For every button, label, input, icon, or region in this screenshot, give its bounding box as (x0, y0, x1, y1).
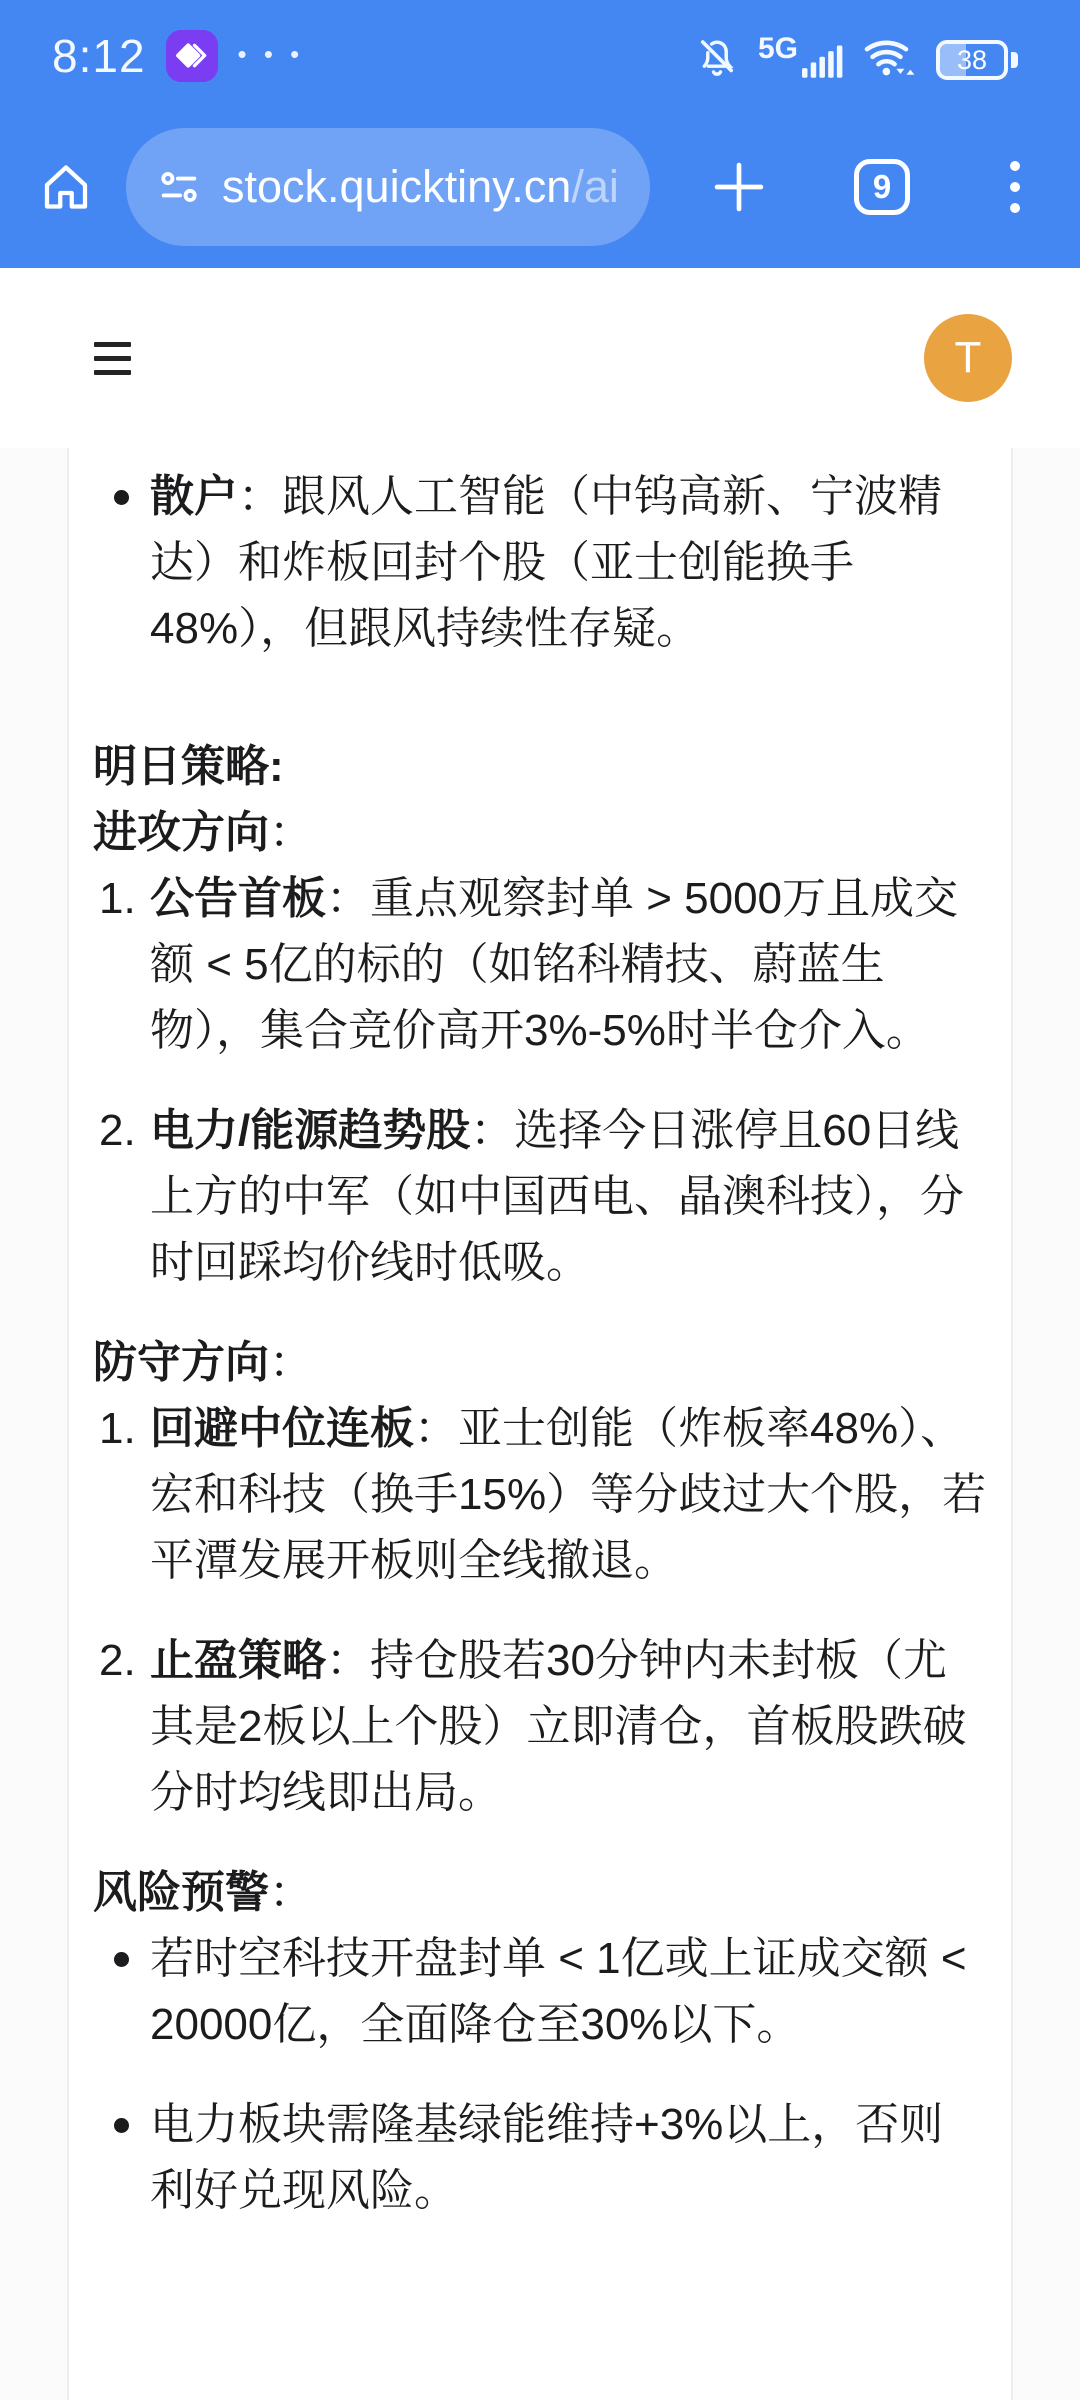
defense-heading-colon: ： (269, 1338, 313, 1387)
bullet-marker (93, 1926, 150, 2058)
defense-1-text (150, 1396, 987, 1594)
defense-1-label: 回避中位连板 (150, 1404, 414, 1453)
hamburger-bar (94, 370, 131, 375)
url-bar[interactable] (126, 128, 650, 246)
attack-2-label: 电力/能源趋势股 (150, 1106, 471, 1155)
avatar-letter: T (954, 333, 982, 382)
diamond-icon (172, 36, 212, 76)
bullet-dot-icon (114, 490, 129, 505)
bullet-marker (93, 464, 150, 662)
retail-text (150, 464, 987, 662)
page-header (0, 268, 1080, 448)
app-notification-icon (166, 30, 218, 82)
hamburger-bar (94, 356, 131, 361)
list-item-defense-1 (93, 1396, 987, 1594)
risk-1-text: 若时空科技开盘封单 < 1亿或上证成交额 < 20000亿，全面降仓至30%以下。 (150, 1934, 967, 2049)
battery-indicator (936, 40, 1018, 80)
strategy-heading: 明日策略: (93, 742, 284, 791)
list-item-risk-1 (93, 1926, 987, 2058)
signal-strength-icon (802, 40, 844, 80)
attack-1-body: ：重点观察封单 > 5000万且成交额 < 5亿的标的（如铭科精技、蔚蓝生物），集合竞价高开3%-5%时半仓介入。 (150, 874, 959, 1055)
clock: 8:12 (52, 30, 146, 82)
attack-2-body: ：选择今日涨停且60日线上方的中军（如中国西电、晶澳科技），分时回踩均价线时低吸。 (150, 1106, 964, 1287)
list-item-attack-1 (93, 866, 987, 1064)
battery-cap (1011, 52, 1018, 68)
attack-1-label: 公告首板 (150, 874, 326, 923)
bullet-marker (93, 2092, 150, 2224)
hamburger-bar (94, 342, 131, 347)
retail-body: ：跟风人工智能（中钨高新、宁波精达）和炸板回封个股（亚士创能换手48%），但跟风持续性存疑。 (150, 472, 942, 653)
bullet-dot-icon (114, 1952, 129, 1967)
list-number: 1. (99, 874, 136, 923)
wifi-icon (862, 32, 918, 80)
browser-toolbar (0, 112, 1080, 268)
home-icon (36, 157, 96, 217)
list-item-defense-2 (93, 1628, 987, 1826)
status-bar (0, 0, 1080, 112)
defense-2-body: ：持仓股若30分钟内未封板（尤其是2板以上个股）立即清仓，首板股跌破分时均线即出局。 (150, 1636, 967, 1817)
attack-2-text (150, 1098, 987, 1296)
new-tab-icon (708, 156, 770, 218)
attack-heading-label: 进攻方向 (93, 808, 269, 857)
tab-count: 9 (872, 168, 892, 205)
page-content (0, 448, 1080, 2400)
attack-heading (93, 800, 987, 866)
retail-label: 散户 (150, 472, 238, 521)
defense-heading (93, 1330, 987, 1396)
defense-1-body: ：亚士创能（炸板率48%）、宏和科技（换手15%）等分歧过大个股，若平潭发展开板则全线撤退。 (150, 1404, 987, 1585)
kebab-dot (1010, 161, 1020, 171)
list-item-retail (93, 464, 987, 662)
home-button[interactable] (36, 157, 96, 217)
kebab-dot (1010, 182, 1020, 192)
defense-2-label: 止盈策略 (150, 1636, 326, 1685)
new-tab-button[interactable] (708, 156, 770, 218)
battery-icon (936, 40, 1008, 80)
menu-button[interactable] (1010, 161, 1020, 213)
url-text (222, 161, 619, 213)
list-item-attack-2 (93, 1098, 987, 1296)
risk-heading-colon: ： (269, 1868, 313, 1917)
status-ellipsis-icon: • • • (237, 38, 305, 69)
tab-counter-button[interactable] (854, 159, 910, 215)
url-path: /ai (571, 161, 619, 212)
risk-heading-label: 风险预警 (93, 1868, 269, 1917)
status-bar-left (52, 29, 304, 83)
kebab-dot (1010, 203, 1020, 213)
list-number: 1. (99, 1404, 136, 1453)
site-settings-icon[interactable] (156, 164, 202, 210)
network-type-label: 5G (757, 32, 798, 65)
attack-heading-colon: ： (269, 808, 313, 857)
content-card (67, 448, 1013, 2400)
hamburger-menu-button[interactable] (94, 342, 131, 375)
url-host: stock.quicktiny.cn (222, 161, 572, 212)
defense-heading-label: 防守方向 (93, 1338, 269, 1387)
bullet-dot-icon (114, 2118, 129, 2133)
cellular-indicator (757, 32, 844, 80)
risk-2-text: 电力板块需隆基绿能维持+3%以上，否则利好兑现风险。 (150, 2100, 944, 2215)
list-number: 2. (99, 1636, 136, 1685)
list-item-risk-2 (93, 2092, 987, 2224)
attack-1-text (150, 866, 987, 1064)
status-bar-right (694, 32, 1018, 80)
list-number: 2. (99, 1106, 136, 1155)
avatar[interactable] (924, 314, 1012, 402)
notifications-muted-icon (694, 34, 740, 80)
risk-heading (93, 1860, 987, 1926)
defense-2-text (150, 1628, 987, 1826)
battery-percent: 38 (956, 44, 988, 75)
